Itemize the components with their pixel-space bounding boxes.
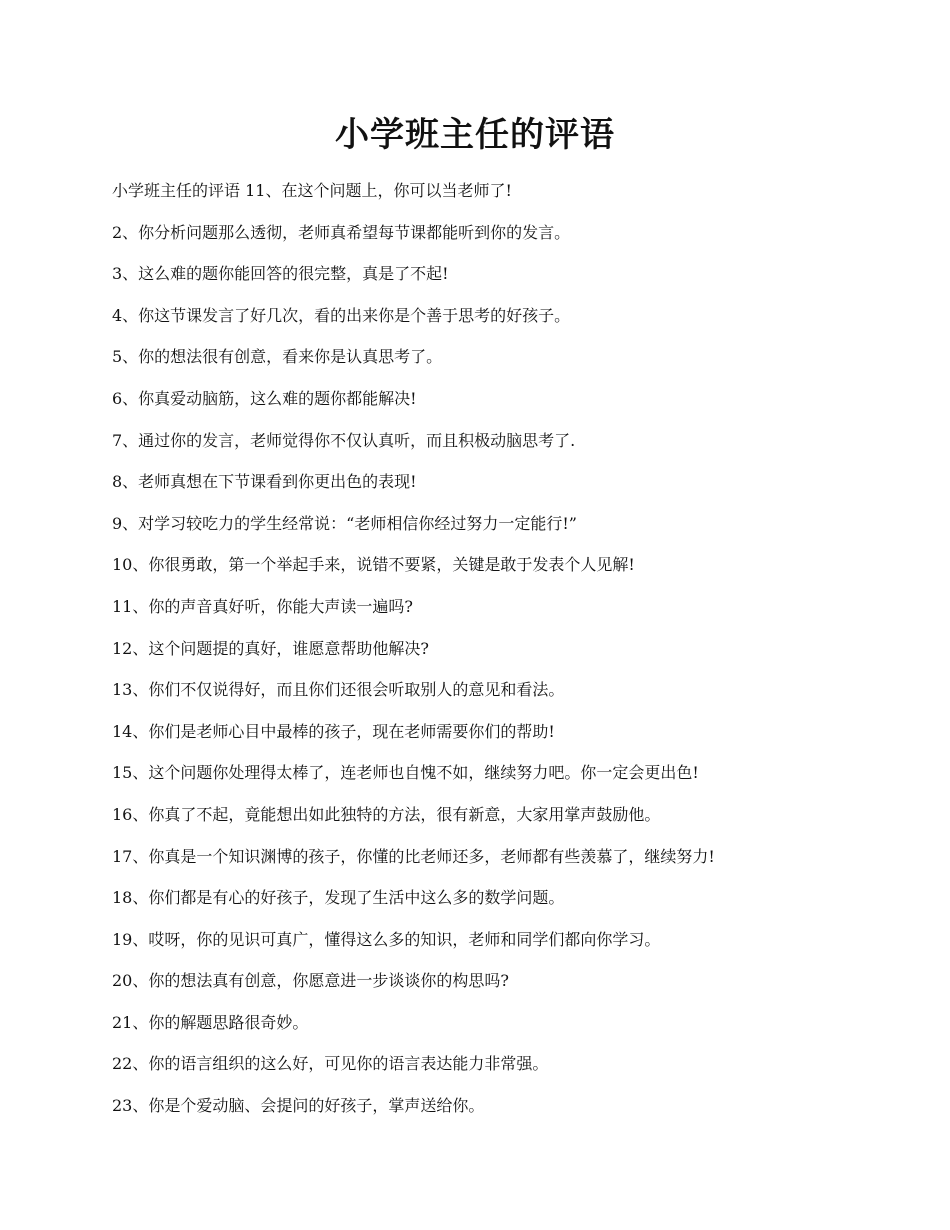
comment-line: 9、对学习较吃力的学生经常说：“老师相信你经过努力一定能行!” (112, 513, 577, 533)
comment-line: 23、你是个爱动脑、会提问的好孩子，掌声送给你。 (112, 1096, 485, 1116)
comment-line: 3、这么难的题你能回答的很完整，真是了不起! (112, 264, 449, 284)
comment-line: 小学班主任的评语 11、在这个问题上，你可以当老师了! (112, 181, 512, 200)
comment-line: 5、你的想法很有创意，看来你是认真思考了。 (112, 347, 443, 367)
comment-line: 16、你真了不起，竟能想出如此独特的方法，很有新意，大家用掌声鼓励他。 (112, 804, 661, 824)
comment-line: 19、哎呀，你的见识可真广，懂得这么多的知识，老师和同学们都向你学习。 (112, 929, 661, 949)
comment-line: 7、通过你的发言，老师觉得你不仅认真听，而且积极动脑思考了. (112, 430, 576, 450)
comment-line: 8、老师真想在下节课看到你更出色的表现! (112, 472, 417, 492)
comment-line: 4、你这节课发言了好几次，看的出来你是个善于思考的好孩子。 (112, 305, 571, 325)
comment-line: 12、这个问题提的真好，谁愿意帮助他解决? (112, 638, 429, 658)
comment-line: 2、你分析问题那么透彻，老师真希望每节课都能听到你的发言。 (112, 222, 571, 242)
comment-line: 15、这个问题你处理得太棒了，连老师也自愧不如，继续努力吧。你一定会更出色! (112, 763, 699, 783)
comment-line: 17、你真是一个知识渊博的孩子，你懂的比老师还多，老师都有些羡慕了，继续努力! (112, 846, 715, 866)
comment-line: 21、你的解题思路很奇妙。 (112, 1012, 309, 1032)
comment-line: 18、你们都是有心的好孩子，发现了生活中这么多的数学问题。 (112, 888, 565, 908)
comment-list (112, 176, 832, 1133)
comment-line: 11、你的声音真好听，你能大声读一遍吗? (112, 596, 413, 616)
comment-line: 14、你们是老师心目中最棒的孩子，现在老师需要你们的帮助! (112, 721, 555, 741)
comment-line: 10、你很勇敢，第一个举起手来，说错不要紧，关键是敢于发表个人见解! (112, 555, 635, 575)
comment-line: 22、你的语言组织的这么好，可见你的语言表达能力非常强。 (112, 1054, 549, 1074)
comment-line: 6、你真爱动脑筋，这么难的题你都能解决! (112, 388, 417, 408)
document-title: 小学班主任的评语 (335, 115, 615, 155)
comment-line: 13、你们不仅说得好，而且你们还很会听取别人的意见和看法。 (112, 680, 565, 700)
comment-line: 20、你的想法真有创意，你愿意进一步谈谈你的构思吗? (112, 971, 509, 991)
